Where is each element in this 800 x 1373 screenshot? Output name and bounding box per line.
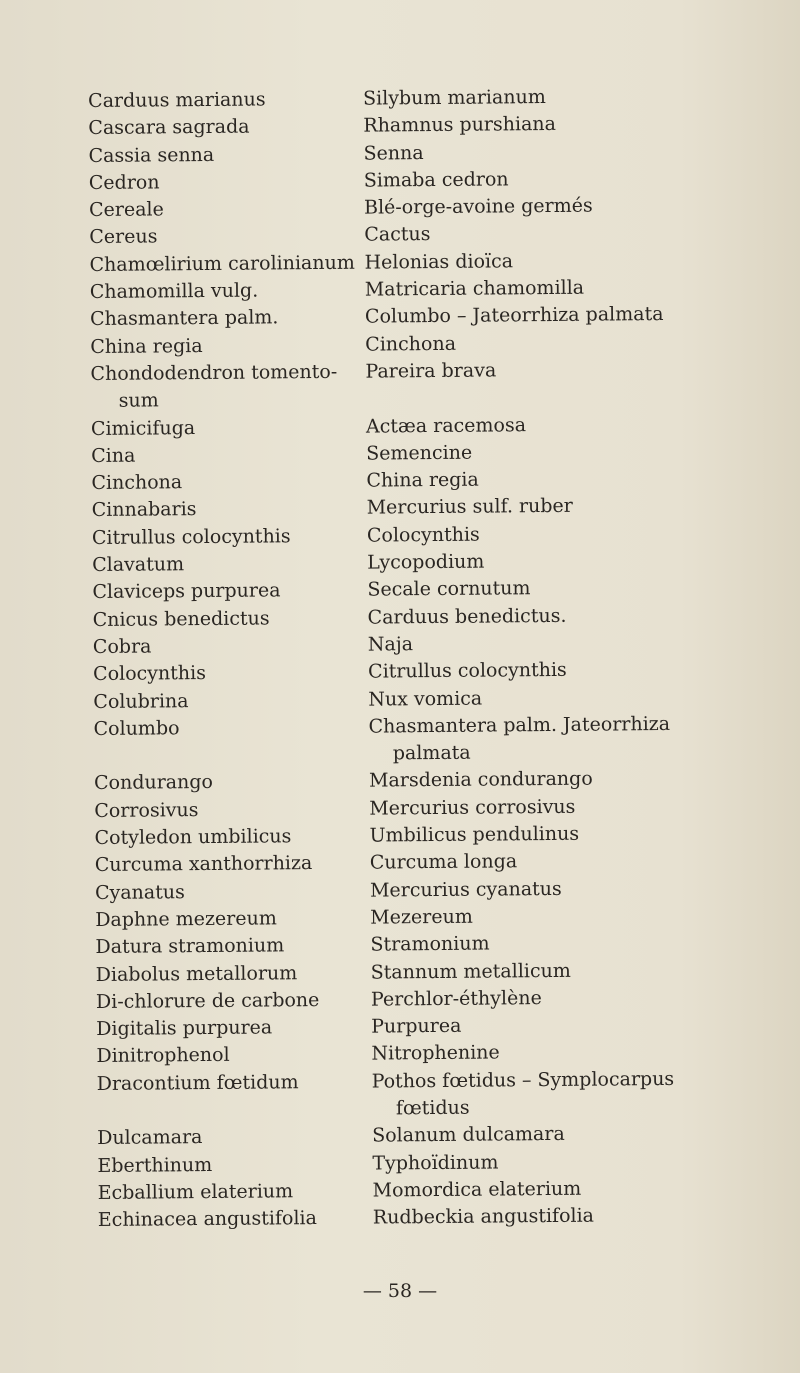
synonym-name — [372, 1120, 722, 1150]
first-line: Dinitrophenol — [96, 1044, 230, 1068]
term-name — [89, 249, 361, 279]
first-line: Cassia senna — [88, 143, 215, 167]
first-line: Chasmantera palm. — [89, 306, 279, 331]
first-line: Condurango — [93, 771, 214, 795]
first-line: Carduus marianus — [88, 88, 266, 112]
first-line: China regia — [90, 334, 203, 358]
synonym-name — [370, 929, 720, 959]
first-line: Umbilicus pendulinus — [369, 822, 580, 847]
term-name — [98, 1177, 370, 1207]
term-name — [89, 168, 361, 198]
first-line: Rudbeckia angustifolia — [372, 1204, 595, 1229]
synonym-name — [370, 901, 720, 931]
first-line: Cinchona — [91, 471, 183, 495]
first-line: Momordica elaterium — [372, 1177, 582, 1202]
first-line: Diabolus metallorum — [95, 961, 298, 986]
term-name — [98, 1205, 370, 1235]
term-name — [88, 140, 360, 170]
continuation-line: sum — [118, 389, 159, 413]
term-name — [92, 522, 364, 552]
synonym-name — [364, 246, 714, 276]
term-name — [88, 113, 360, 143]
first-line: Chamœlirium carolinianum — [89, 251, 355, 276]
first-line: Cobra — [92, 635, 152, 658]
synonym-name — [369, 792, 719, 822]
first-line: Cina — [91, 444, 136, 467]
synonym-name — [364, 219, 714, 249]
first-line: Cotyledon umbilicus — [94, 825, 292, 849]
first-line: Clavatum — [92, 553, 185, 577]
term-name — [97, 1068, 369, 1098]
first-line: Cereus — [89, 225, 158, 249]
term-name — [95, 877, 367, 907]
first-line: Nux vomica — [368, 687, 483, 711]
synonym-name — [373, 1202, 723, 1232]
first-line: Cascara sagrada — [88, 115, 250, 140]
first-line: Marsdenia condurango — [368, 768, 593, 792]
first-line: Typhoïdinum — [372, 1151, 499, 1175]
continuation-line: palmata — [392, 741, 471, 765]
first-line: Naja — [367, 633, 414, 656]
term-name — [92, 577, 364, 607]
term-name — [88, 86, 360, 116]
synonym-name — [367, 547, 717, 577]
term-name — [90, 304, 362, 334]
synonym-name — [372, 1147, 722, 1177]
term-name — [95, 905, 367, 935]
first-line: Cnicus benedictus — [92, 607, 270, 631]
first-line: Echinacea angustifolia — [97, 1207, 317, 1232]
synonym-name — [367, 492, 717, 522]
term-name — [96, 959, 368, 989]
term-name — [89, 195, 361, 225]
synonym-name — [372, 1065, 722, 1123]
first-line: Matricaria chamomilla — [364, 276, 585, 301]
term-name — [92, 550, 364, 580]
first-line: Nitrophenine — [371, 1041, 500, 1065]
first-line: Blé-orge-avoine germés — [363, 194, 593, 219]
first-line: Curcuma xanthorrhiza — [94, 852, 313, 877]
term-name — [91, 468, 363, 498]
synonym-row — [98, 1202, 738, 1235]
first-line: Senna — [363, 141, 424, 165]
first-line: Chondodendron tomento- — [90, 360, 338, 385]
first-line: Colubrina — [93, 689, 189, 713]
first-line: Pareira brava — [365, 359, 497, 383]
first-line: China regia — [366, 468, 479, 492]
synonym-name — [373, 1174, 723, 1204]
first-line: Pothos fœtidus – Symplocarpus — [371, 1067, 675, 1093]
synonym-name — [364, 164, 714, 194]
first-line: Dracontium fœtidum — [96, 1070, 299, 1095]
term-name — [97, 1123, 369, 1153]
term-name — [94, 795, 366, 825]
continuation-line: fœtidus — [395, 1096, 470, 1120]
term-name — [94, 823, 366, 853]
first-line: Colocynthis — [93, 662, 207, 686]
synonym-name — [370, 847, 720, 877]
term-name — [89, 222, 361, 252]
term-name — [91, 440, 363, 470]
synonym-name — [366, 465, 716, 495]
synonym-name — [370, 874, 720, 904]
first-line: Dulcamara — [97, 1126, 203, 1150]
term-name — [91, 413, 363, 443]
synonym-name — [368, 710, 718, 768]
term-name — [92, 495, 364, 525]
term-name — [93, 604, 365, 634]
synonym-name — [368, 683, 718, 713]
first-line: Cinnabaris — [91, 498, 197, 522]
first-line: Stramonium — [370, 932, 490, 956]
first-line: Daphne mezereum — [95, 907, 277, 931]
first-line: Silybum marianum — [363, 86, 546, 110]
first-line: Citrullus colocynthis — [368, 659, 567, 683]
synonym-name — [369, 765, 719, 795]
first-line: Stannum metallicum — [370, 959, 571, 984]
first-line: Cactus — [364, 223, 431, 247]
synonym-name — [371, 983, 721, 1013]
first-line: Digitalis purpurea — [96, 1016, 273, 1041]
first-line: Cyanatus — [94, 880, 185, 904]
synonym-row — [90, 355, 730, 415]
term-name — [90, 359, 362, 416]
first-line: Datura stramonium — [95, 934, 285, 959]
term-name — [90, 277, 362, 307]
first-line: Helonias dioïca — [364, 250, 514, 274]
synonym-name — [371, 1038, 721, 1068]
first-line: Eberthinum — [97, 1153, 213, 1177]
first-line: Mercurius cyanatus — [369, 877, 562, 902]
term-name — [97, 1150, 369, 1180]
first-line: Cedron — [88, 171, 160, 194]
term-name — [93, 632, 365, 662]
synonym-row — [93, 710, 733, 770]
synonym-name — [368, 601, 718, 631]
synonym-name — [366, 410, 716, 440]
synonym-name — [365, 328, 715, 358]
first-line: Citrullus colocynthis — [91, 524, 291, 549]
term-name — [95, 932, 367, 962]
synonym-name — [363, 83, 713, 113]
first-line: Carduus benedictus. — [367, 604, 567, 629]
synonym-name — [368, 656, 718, 686]
synonym-name — [363, 110, 713, 140]
term-name — [90, 331, 362, 361]
first-line: Curcuma longa — [369, 850, 518, 874]
first-line: Claviceps purpurea — [92, 579, 281, 604]
synonym-name — [366, 437, 716, 467]
synonym-row — [97, 1065, 737, 1125]
first-line: Mercurius sulf. ruber — [366, 495, 573, 520]
term-name — [96, 986, 368, 1016]
first-line: Columbo — [93, 717, 180, 740]
first-line: Lycopodium — [367, 550, 485, 574]
first-line: Secale cornutum — [367, 577, 531, 601]
first-line: Cinchona — [365, 332, 457, 356]
first-line: Mezereum — [370, 905, 473, 929]
first-line: Di-chlorure de carbone — [95, 988, 320, 1013]
term-name — [95, 850, 367, 880]
first-line: Colocynthis — [366, 523, 480, 547]
first-line: Mercurius corrosivus — [369, 795, 576, 820]
term-name — [96, 1014, 368, 1044]
first-line: Chasmantera palm. Jateorrhiza — [368, 712, 671, 738]
first-line: Actæa racemosa — [365, 413, 527, 438]
first-line: Cereale — [88, 198, 164, 222]
first-line: Solanum dulcamara — [372, 1123, 565, 1147]
first-line: Cimicifuga — [90, 416, 196, 440]
synonym-name — [363, 137, 713, 167]
synonym-name — [371, 956, 721, 986]
synonym-name — [367, 519, 717, 549]
term-name — [93, 686, 365, 716]
synonym-name — [365, 356, 715, 386]
first-line: Columbo – Jateorrhiza palmata — [364, 303, 664, 328]
synonym-name — [365, 274, 715, 304]
first-line: Simaba cedron — [363, 168, 509, 192]
first-line: Purpurea — [371, 1014, 462, 1038]
synonym-name — [369, 820, 719, 850]
synonym-name — [367, 574, 717, 604]
synonym-name — [368, 628, 718, 658]
first-line: Ecballium elaterium — [97, 1180, 294, 1204]
first-line: Semencine — [366, 441, 473, 465]
synonym-name — [365, 301, 715, 331]
page-number: — 58 — — [362, 1280, 438, 1302]
synonym-name — [364, 192, 714, 222]
first-line: Perchlor-éthylène — [370, 986, 542, 1011]
first-line: Chamomilla vulg. — [89, 279, 259, 304]
term-name — [96, 1041, 368, 1071]
synonym-name — [371, 1011, 721, 1041]
term-name — [94, 768, 366, 798]
term-name — [93, 659, 365, 689]
first-line: Corrosivus — [94, 798, 199, 822]
term-name — [93, 713, 365, 743]
first-line: Rhamnus purshiana — [363, 113, 557, 137]
synonym-list — [88, 82, 738, 1234]
